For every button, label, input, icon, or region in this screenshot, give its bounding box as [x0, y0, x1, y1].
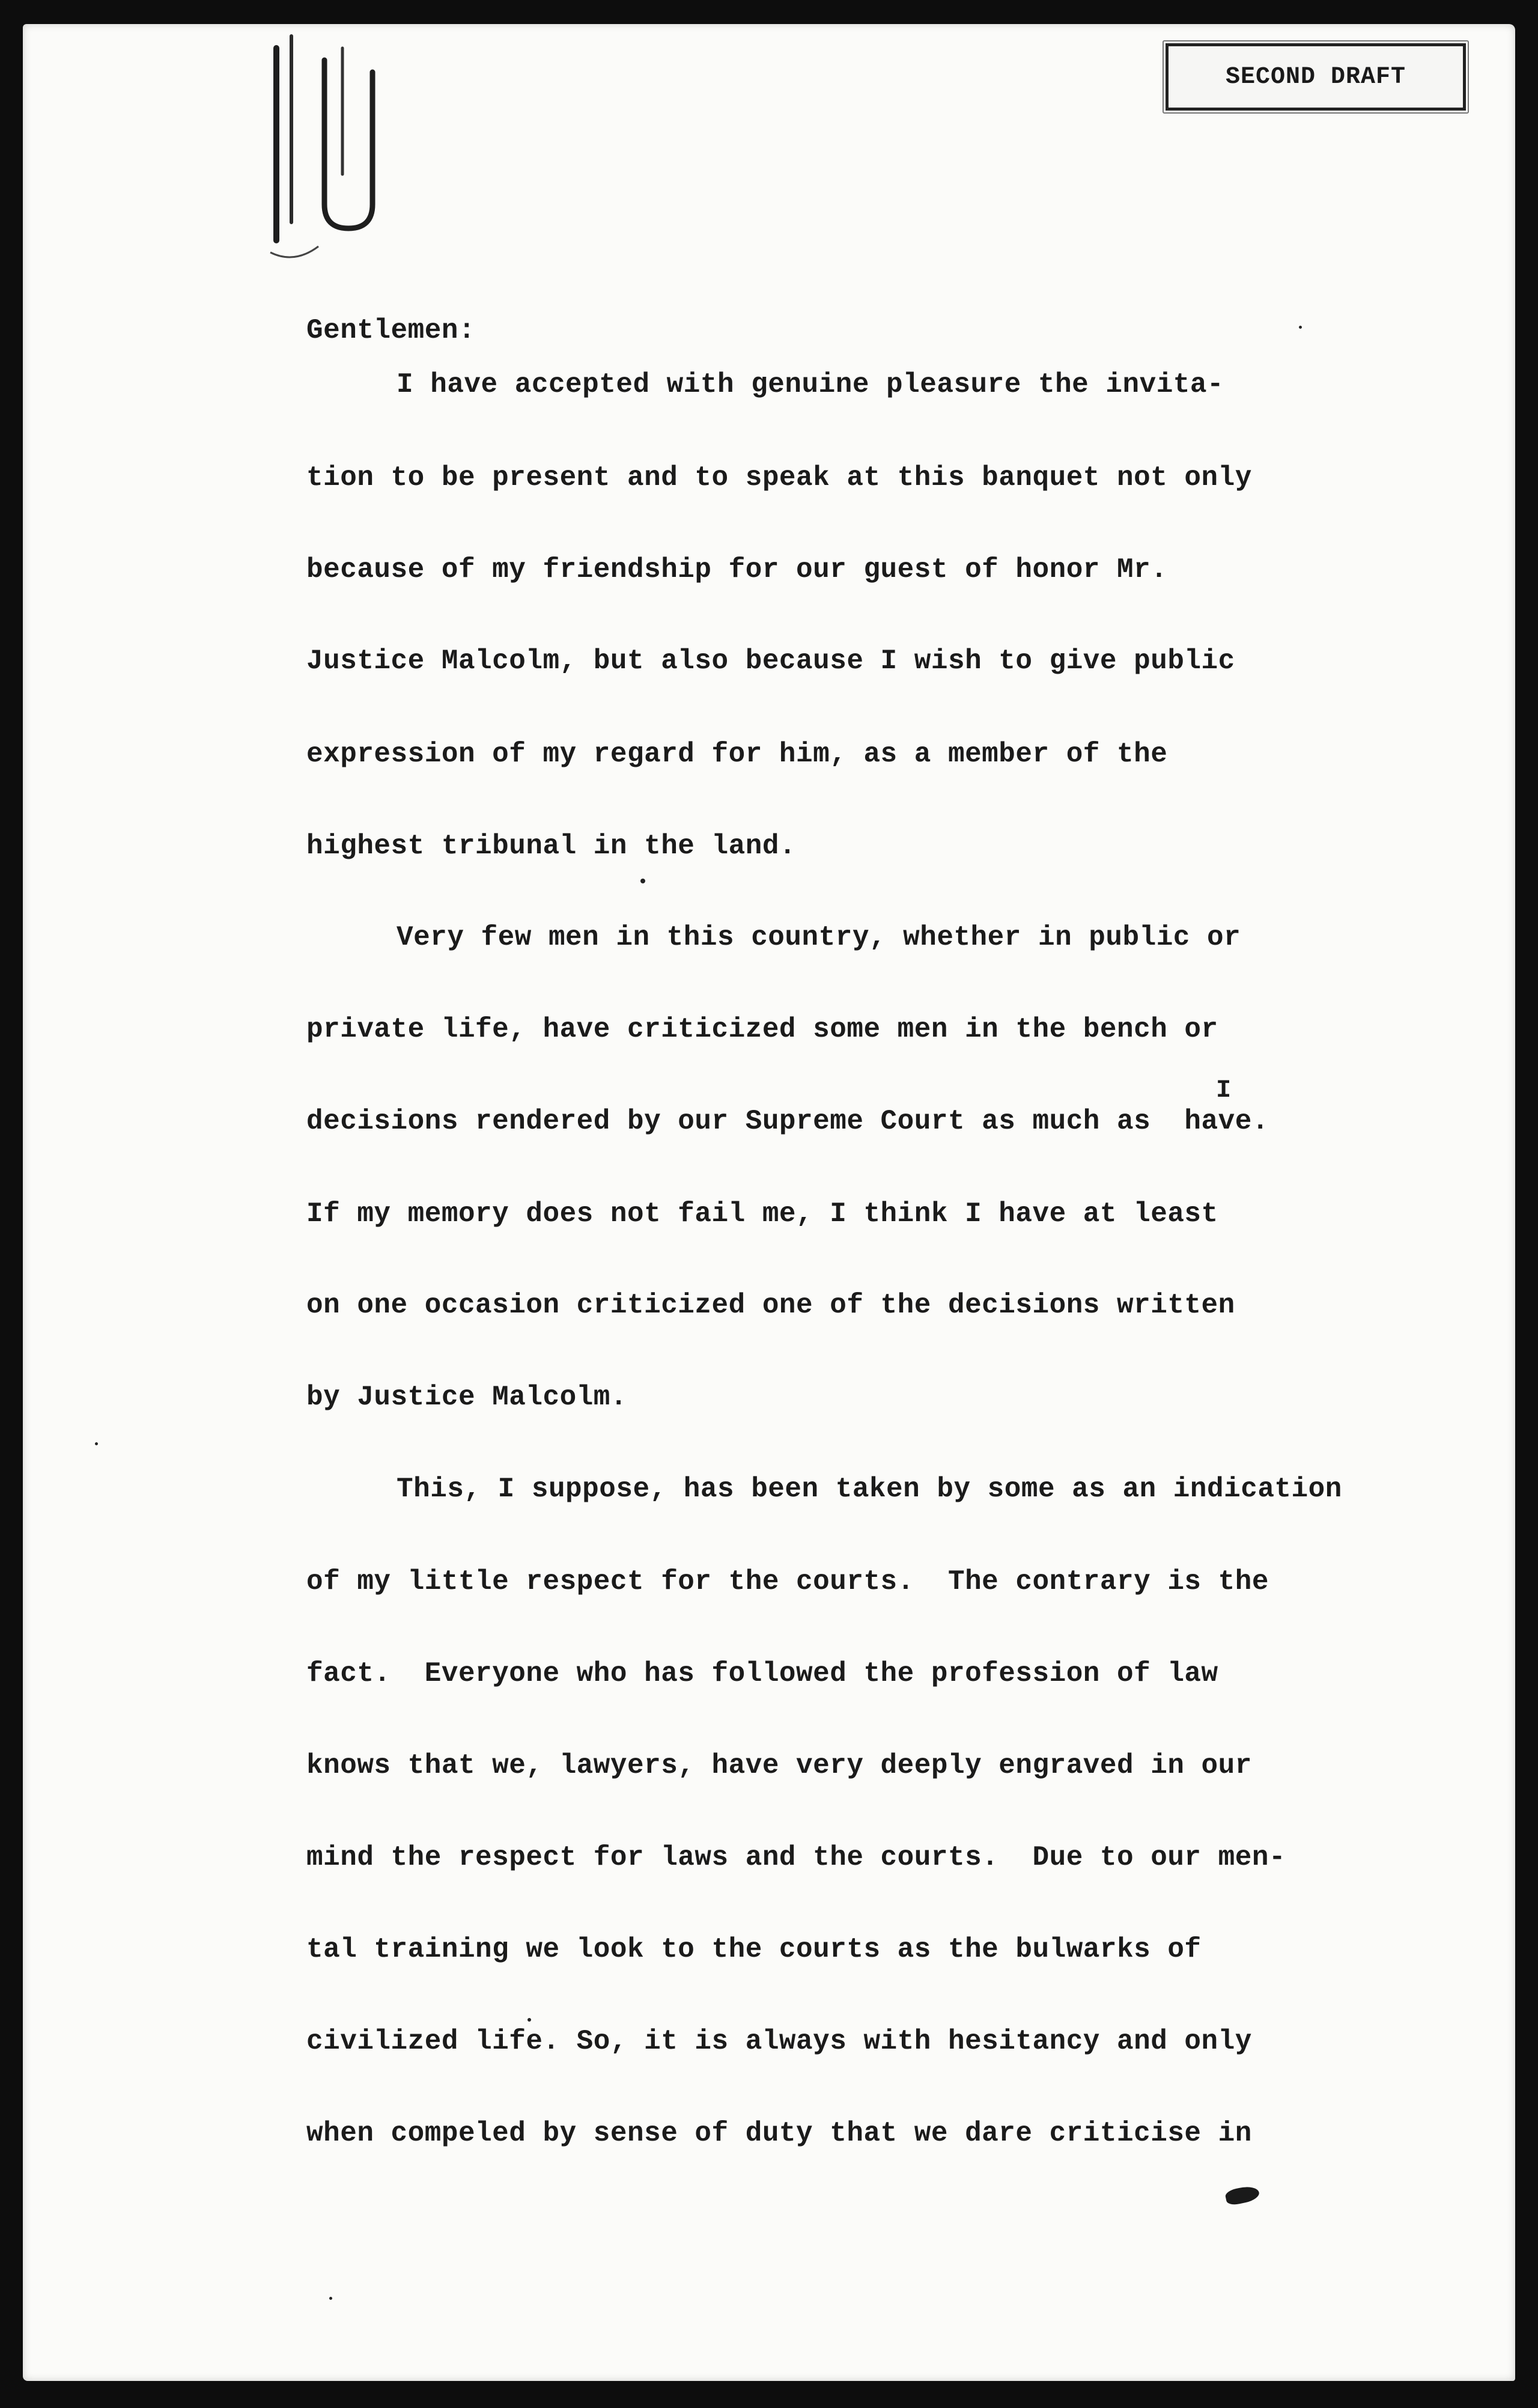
- inserted-word: I: [1216, 1076, 1232, 1105]
- ink-speck: [527, 2018, 531, 2022]
- text-line: of my little respect for the courts. The contrary is the: [306, 1566, 1269, 1597]
- text-line: civilized life. So, it is always with hesitancy and only: [306, 2026, 1252, 2057]
- text-line: decisions rendered by our Supreme Court as much as have.: [306, 1106, 1269, 1137]
- ink-speck: [1299, 326, 1302, 329]
- text-line: Very few men in this country, whether in public or: [397, 922, 1241, 953]
- second-draft-stamp: [1166, 43, 1466, 111]
- ink-speck: [95, 1442, 98, 1445]
- ink-speck: [329, 2297, 332, 2300]
- text-line: knows that we, lawyers, have very deeply engraved in our: [306, 1750, 1252, 1781]
- text-line: when compeled by sense of duty that we dare criticise in: [306, 2118, 1252, 2149]
- ink-speck: [640, 879, 645, 883]
- text-line: tal training we look to the courts as the bulwarks of: [306, 1934, 1202, 1965]
- text-line: tion to be present and to speak at this banquet not only: [306, 462, 1252, 493]
- text-line: This, I suppose, has been taken by some as an indication: [397, 1474, 1342, 1505]
- text-line: by Justice Malcolm.: [306, 1382, 627, 1413]
- text-line: I have accepted with genuine pleasure the invita-: [397, 369, 1224, 400]
- text-line: mind the respect for laws and the courts. Due to our men-: [306, 1842, 1286, 1873]
- text-line: private life, have criticized some men in the bench or: [306, 1014, 1218, 1045]
- text-line: expression of my regard for him, as a member of the: [306, 739, 1168, 770]
- text-line: because of my friendship for our guest of honor Mr.: [306, 554, 1168, 585]
- paper-clip-icon: [258, 24, 403, 264]
- text-line: fact. Everyone who has followed the profession of law: [306, 1658, 1218, 1689]
- salutation: Gentlemen:: [306, 315, 476, 346]
- stamp-label: SECOND DRAFT: [1225, 63, 1406, 91]
- text-line: highest tribunal in the land.: [306, 831, 797, 862]
- text-line: Justice Malcolm, but also because I wish to give public: [306, 645, 1235, 677]
- text-line: on one occasion criticized one of the decisions written: [306, 1290, 1235, 1321]
- text-line: If my memory does not fail me, I think I have at least: [306, 1198, 1218, 1230]
